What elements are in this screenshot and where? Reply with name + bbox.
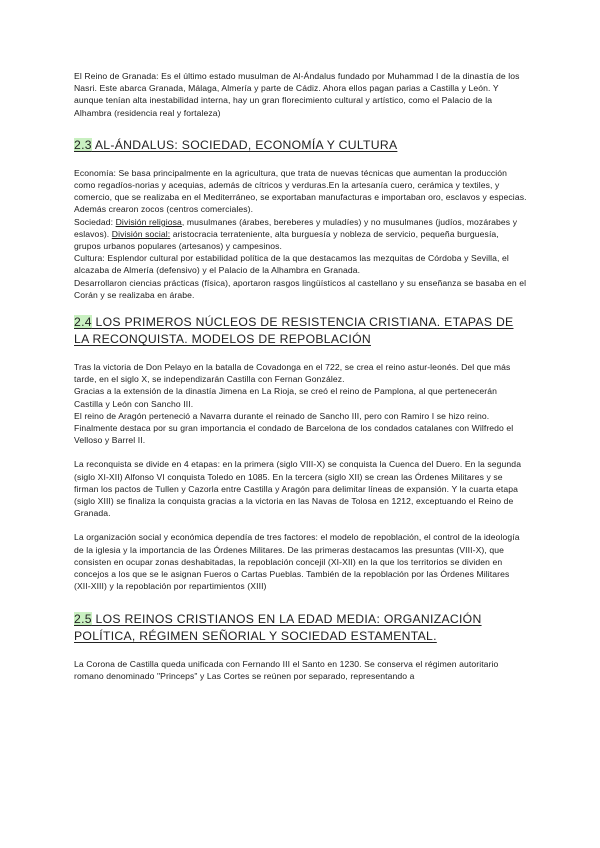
division-religiosa-text: , musulmanes (árabes, bereberes y muladíes) y no musulmanes (judíos, mozárabes y eslavos). bbox=[74, 216, 518, 239]
repoblacion-paragraph: La organización social y económica dependía de tres factores: el modelo de repoblación, el control de la ideología de la iglesia y la importancia de las Órdenes Militares. De las primeras destacamos las presuntas (VIII-X), que consisten en ocupar zonas deshabitadas, la repoblación concejil (XI-XII) en la que los territorios se dividen en concejos a los que se le asignan Fueros o Cartas Pueblas. También de la repoblación por las Órdenes Militares (XII-XIII) y la repoblación por repartimientos (XIII) bbox=[74, 532, 520, 592]
section-title: LOS REINOS CRISTIANOS EN LA EDAD MEDIA: ORGANIZACIÓN POLÍTICA, RÉGIMEN SEÑORIAL Y SOCIEDAD ESTAMENTAL. bbox=[74, 611, 482, 643]
section-number: 2.3 bbox=[74, 137, 92, 152]
economia-paragraph: Economía: Se basa principalmente en la agricultura, que trata de nuevas técnicas que aumentan la producción como regadíos-norias y acequias, además de cítricos y verduras.En la artesanía cuero, cerámica y textiles, y comercio, que se realizaba en el Mediterráneo, se exportaban manufacturas e importaban oro, esclavos y especias. Además crearon zocos (centros comerciales). bbox=[74, 167, 527, 215]
etapas-paragraph: La reconquista se divide en 4 etapas: en la primera (siglo VIII-X) se conquista la Cuenca del Duero. En la segunda (siglo XI-XII) Alfonso VI conquista Toledo en 1085. En la tercera (siglo XII) se crean las Órdenes Militares y se firman los pactos de Tullen y Cazorla entre Castilla y Aragón para delimitar líneas de expansión. Y la cuarta etapa (siglo XIII) se finaliza la conquista gracias a la victoria en las Navas de Tolosa en 1212, exceptuando el Reino de Granada. bbox=[74, 459, 522, 519]
section-number: 2.4 bbox=[74, 315, 92, 330]
jimena-paragraph: Gracias a la extensión de la dinastía Jimena en La Rioja, se creó el reino de Pamplona, al que pertenecerán Castilla y León con Sancho III. bbox=[74, 386, 497, 409]
section-number: 2.5 bbox=[74, 611, 92, 626]
section-title: LOS PRIMEROS NÚCLEOS DE RESISTENCIA CRISTIANA. ETAPAS DE LA RECONQUISTA. MODELOS DE REPOBLACIÓN bbox=[74, 315, 514, 347]
division-social-label: División social: bbox=[111, 228, 171, 239]
pelayo-paragraph: Tras la victoria de Don Pelayo en la batalla de Covadonga en el 722, se crea el reino astur-leonés. Del que más tarde, en el siglo X, se independizarán Castilla con Fernan González. bbox=[74, 362, 511, 385]
division-religiosa-label: División religiosa bbox=[115, 216, 182, 227]
barcelona-paragraph: Finalmente destaca por su gran importancia el condado de Barcelona de los condados catalanes con Wilfredo el Velloso y Barrel II. bbox=[74, 423, 514, 446]
section-title: AL-ÁNDALUS: SOCIEDAD, ECONOMÍA Y CULTURA bbox=[91, 137, 398, 152]
ciencias-paragraph: Desarrollaron ciencias prácticas (física), aportaron rasgos lingüísticos al castellano y su enseñanza se basaba en el Corán y se realizaba en árabe. bbox=[74, 277, 527, 300]
aragon-paragraph: El reino de Aragón perteneció a Navarra durante el reinado de Sancho III, pero con Ramiro I se hizo reino. bbox=[74, 410, 490, 421]
sociedad-label: Sociedad: bbox=[74, 216, 116, 227]
granada-paragraph: El Reino de Granada: Es el último estado musulman de Al-Ándalus fundado por Muhammad I de la dinastía de los Nasri. Este abarca Granada, Málaga, Almería y parte de Cádiz. Ahora ellos pagan parias a Castilla y León. Y aunque tenían alta inestabilidad interna, hay un gran florecimiento cultural y artístico, como el Palacio de la Alhambra (residencia real y fortaleza) bbox=[74, 71, 520, 118]
division-social-text: aristocracia terrateniente, alta burguesía y nobleza de servicio, pequeña burguesía, grupos urbanos populares (artesanos) y campesinos. bbox=[74, 228, 499, 252]
cultura-paragraph: Cultura: Esplendor cultural por estabilidad política de la que destacamos las mezquitas de Córdoba y Sevilla, el alcazaba de Almería (defensivo) y el Palacio de la Alhambra en Granada. bbox=[74, 253, 509, 276]
section-heading-2-4 bbox=[74, 314, 528, 348]
document-body bbox=[74, 70, 528, 682]
castilla-paragraph: La Corona de Castilla queda unificada con Fernando III el Santo en 1230. Se conserva el régimen autoritario romano denominado "Princeps" y Las Cortes se reúnen por separado, representando a bbox=[74, 658, 499, 681]
section-heading-2-5 bbox=[74, 611, 528, 645]
section-heading-2-3 bbox=[74, 137, 528, 154]
sociedad-paragraph bbox=[74, 216, 528, 253]
